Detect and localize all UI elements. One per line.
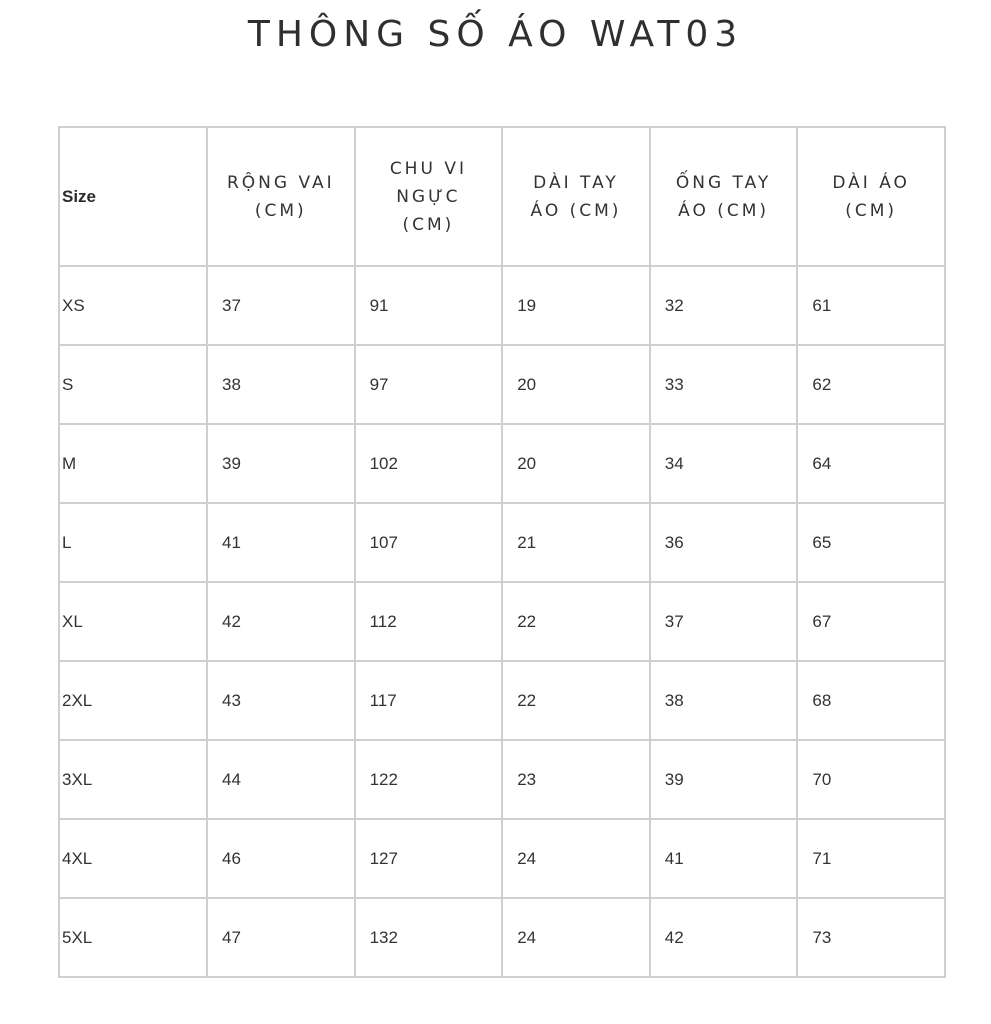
- cell-shirt-length: 65: [797, 503, 945, 582]
- page-title: THÔNG SỐ ÁO WAT03: [247, 14, 744, 55]
- cell-shoulder-width: 44: [207, 740, 355, 819]
- cell-chest-circumference: 122: [355, 740, 503, 819]
- header-sleeve-width: [650, 127, 798, 266]
- cell-size: XL: [59, 582, 207, 661]
- header-line: NGỰC: [396, 186, 461, 207]
- size-chart-table: [58, 126, 946, 978]
- cell-shoulder-width: 37: [207, 266, 355, 345]
- header-shirt-length: [797, 127, 945, 266]
- header-line: DÀI TAY: [533, 172, 619, 193]
- cell-size: 2XL: [59, 661, 207, 740]
- table-row: [59, 503, 945, 582]
- cell-sleeve-length: 22: [502, 661, 650, 740]
- cell-sleeve-length: 24: [502, 898, 650, 977]
- header-sleeve-length: [502, 127, 650, 266]
- cell-sleeve-width: 34: [650, 424, 798, 503]
- cell-sleeve-length: 20: [502, 424, 650, 503]
- cell-shirt-length: 62: [797, 345, 945, 424]
- cell-size: L: [59, 503, 207, 582]
- cell-size: 4XL: [59, 819, 207, 898]
- table-body: [59, 266, 945, 977]
- header-size: Size: [59, 127, 207, 266]
- cell-shoulder-width: 43: [207, 661, 355, 740]
- cell-sleeve-length: 19: [502, 266, 650, 345]
- cell-chest-circumference: 117: [355, 661, 503, 740]
- cell-shoulder-width: 41: [207, 503, 355, 582]
- cell-shoulder-width: 38: [207, 345, 355, 424]
- cell-sleeve-width: 38: [650, 661, 798, 740]
- cell-size: S: [59, 345, 207, 424]
- header-line: RỘNG VAI: [226, 172, 335, 193]
- cell-sleeve-width: 41: [650, 819, 798, 898]
- cell-size: M: [59, 424, 207, 503]
- table-row: [59, 661, 945, 740]
- cell-size: 5XL: [59, 898, 207, 977]
- header-line: ÁO (CM): [530, 200, 622, 221]
- cell-shoulder-width: 39: [207, 424, 355, 503]
- cell-shirt-length: 73: [797, 898, 945, 977]
- table-row: [59, 266, 945, 345]
- table-header-row: [59, 127, 945, 266]
- cell-chest-circumference: 97: [355, 345, 503, 424]
- cell-sleeve-length: 21: [502, 503, 650, 582]
- table-row: [59, 740, 945, 819]
- table-row: [59, 819, 945, 898]
- header-shoulder-width: [207, 127, 355, 266]
- header-line: ÁO (CM): [678, 200, 770, 221]
- table-row: [59, 582, 945, 661]
- table-header: [59, 127, 945, 266]
- cell-size: XS: [59, 266, 207, 345]
- cell-sleeve-width: 37: [650, 582, 798, 661]
- cell-sleeve-width: 39: [650, 740, 798, 819]
- cell-shoulder-width: 47: [207, 898, 355, 977]
- cell-chest-circumference: 112: [355, 582, 503, 661]
- cell-shirt-length: 71: [797, 819, 945, 898]
- header-line: (CM): [402, 214, 455, 235]
- cell-shoulder-width: 42: [207, 582, 355, 661]
- cell-chest-circumference: 91: [355, 266, 503, 345]
- cell-shirt-length: 61: [797, 266, 945, 345]
- header-line: (CM): [254, 200, 307, 221]
- cell-sleeve-width: 33: [650, 345, 798, 424]
- cell-sleeve-length: 24: [502, 819, 650, 898]
- header-chest-circumference: [355, 127, 503, 266]
- header-line: (CM): [845, 200, 898, 221]
- cell-sleeve-length: 23: [502, 740, 650, 819]
- cell-sleeve-length: 20: [502, 345, 650, 424]
- cell-size: 3XL: [59, 740, 207, 819]
- cell-chest-circumference: 132: [355, 898, 503, 977]
- header-line: ỐNG TAY: [675, 172, 772, 193]
- header-line: DÀI ÁO: [832, 172, 910, 193]
- cell-chest-circumference: 127: [355, 819, 503, 898]
- cell-sleeve-length: 22: [502, 582, 650, 661]
- table-row: [59, 898, 945, 977]
- cell-sleeve-width: 42: [650, 898, 798, 977]
- cell-chest-circumference: 107: [355, 503, 503, 582]
- cell-chest-circumference: 102: [355, 424, 503, 503]
- cell-shoulder-width: 46: [207, 819, 355, 898]
- cell-shirt-length: 70: [797, 740, 945, 819]
- cell-sleeve-width: 36: [650, 503, 798, 582]
- cell-sleeve-width: 32: [650, 266, 798, 345]
- table-row: [59, 345, 945, 424]
- cell-shirt-length: 67: [797, 582, 945, 661]
- cell-shirt-length: 68: [797, 661, 945, 740]
- header-line: CHU VI: [389, 158, 467, 179]
- cell-shirt-length: 64: [797, 424, 945, 503]
- table-row: [59, 424, 945, 503]
